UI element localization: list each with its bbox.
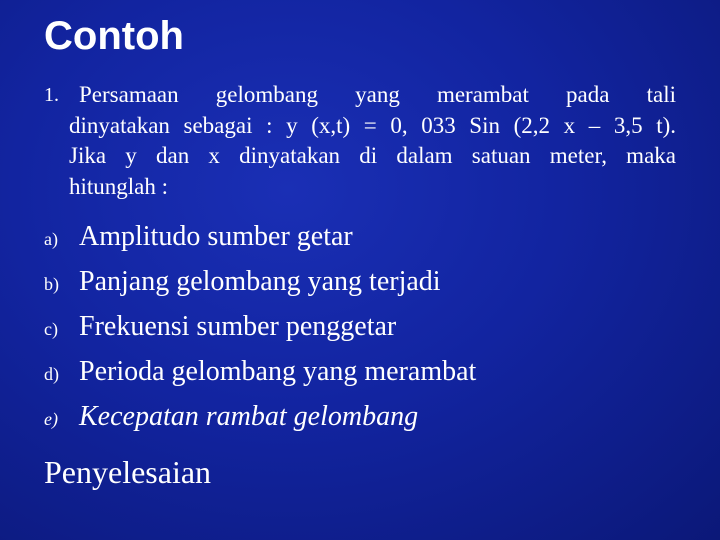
problem-line-3: Jika y dan x dinyatakan di dalam satuan meter, maka [69, 143, 676, 168]
problem-line-1: Persamaan gelombang yang merambat pada tali [79, 82, 676, 107]
list-marker: c) [44, 319, 58, 339]
list-item-text: Perioda gelombang yang merambat [79, 356, 477, 387]
problem-line-4: hitunglah : [69, 173, 169, 199]
problem-number: 1. [44, 84, 59, 106]
answer-heading: Penyelesaian [44, 454, 212, 490]
problem-statement [44, 80, 676, 202]
list-marker: b) [44, 274, 59, 294]
question-list [44, 221, 684, 446]
list-item [44, 311, 684, 356]
list-item [44, 401, 684, 446]
list-marker: e) [44, 409, 58, 429]
list-item-text: Panjang gelombang yang terjadi [79, 266, 441, 297]
list-marker: a) [44, 229, 58, 249]
list-item [44, 221, 684, 266]
list-item-text: Amplitudo sumber getar [79, 221, 353, 252]
problem-text [69, 80, 676, 202]
list-item [44, 356, 684, 401]
list-item [44, 266, 684, 311]
list-marker: d) [44, 364, 59, 384]
list-item-text: Frekuensi sumber penggetar [79, 311, 397, 342]
slide-title: Contoh [44, 14, 184, 58]
list-item-text: Kecepatan rambat gelombang [79, 401, 419, 432]
problem-line-2: dinyatakan sebagai : y (x,t) = 0, 033 Sin (2,2 x – 3,5 t). [69, 112, 676, 138]
